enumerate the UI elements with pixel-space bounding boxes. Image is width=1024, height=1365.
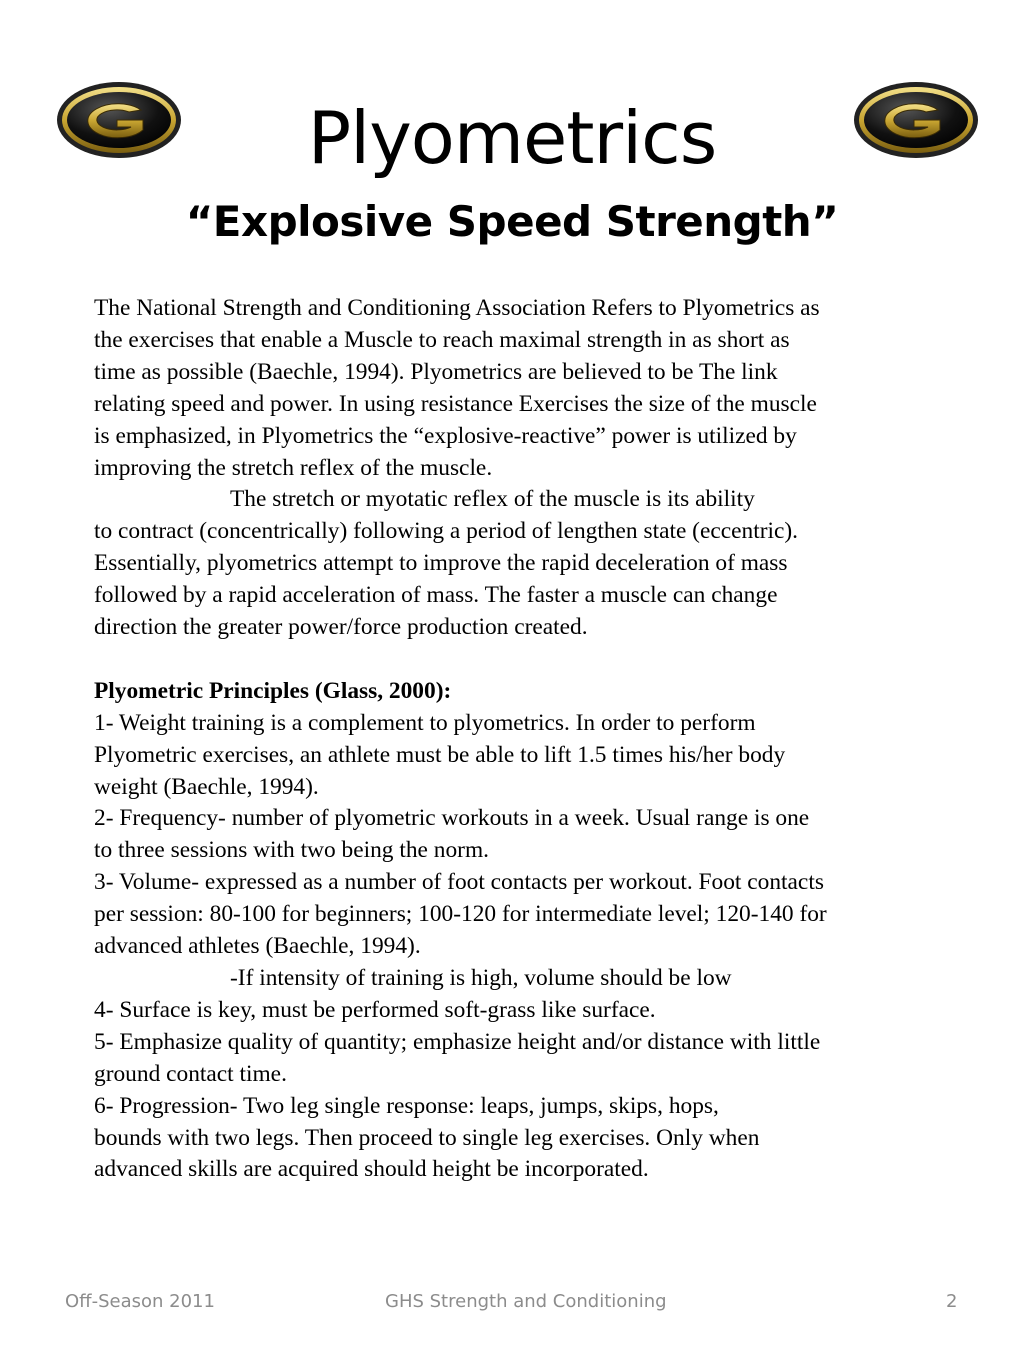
text-line: to contract (concentrically) following a period of lengthen state (eccentric). [94, 518, 799, 545]
page-title: Plyometrics [307, 96, 717, 180]
text-line: 1- Weight training is a complement to plyometrics. In order to perform [94, 709, 756, 736]
text-line: the exercises that enable a Muscle to reach maximal strength in as short as [94, 326, 790, 353]
text-line: to three sessions with two being the norm. [94, 837, 489, 864]
text-line: direction the greater power/force production created. [94, 614, 588, 641]
text-line: ground contact time. [94, 1060, 287, 1087]
text-line: per session: 80-100 for beginners; 100-120 for intermediate level; 120-140 for [94, 901, 827, 928]
intro-paragraph [94, 293, 944, 484]
text-line: weight (Baechle, 1994). [94, 773, 319, 800]
text-line: -If intensity of training is high, volume should be low [230, 965, 732, 992]
text-line: Essentially, plyometrics attempt to improve the rapid deceleration of mass [94, 550, 788, 577]
text-line: 6- Progression- Two leg single response: leaps, jumps, skips, hops, [94, 1092, 719, 1119]
principle-4: 4- Surface is key, must be performed soft-grass like surface. [94, 996, 656, 1023]
footer-program: GHS Strength and Conditioning [385, 1291, 667, 1312]
text-line: Plyometric exercises, an athlete must be able to lift 1.5 times his/her body [94, 741, 786, 768]
text-line: The stretch or myotatic reflex of the muscle is its ability [230, 486, 755, 513]
text-line: followed by a rapid acceleration of mass. The faster a muscle can change [94, 582, 778, 609]
reflex-paragraph [94, 484, 944, 644]
principle-2 [94, 803, 944, 867]
text-line: advanced skills are acquired should height be incorporated. [94, 1156, 649, 1183]
principle-3 [94, 867, 944, 995]
text-line: relating speed and power. In using resistance Exercises the size of the muscle [94, 390, 817, 417]
footer-season: Off-Season 2011 [65, 1291, 215, 1312]
text-line: time as possible (Baechle, 1994). Plyometrics are believed to be The link [94, 358, 778, 385]
text-line: improving the stretch reflex of the muscle. [94, 454, 493, 481]
principle-5 [94, 1027, 944, 1091]
page-number: 2 [946, 1291, 958, 1312]
text-line: is emphasized, in Plyometrics the “explosive-reactive” power is utilized by [94, 422, 797, 449]
principle-6 [94, 1091, 944, 1187]
text-line: 2- Frequency- number of plyometric workouts in a week. Usual range is one [94, 805, 810, 832]
text-line: 5- Emphasize quality of quantity; emphasize height and/or distance with little [94, 1028, 821, 1055]
body-text [94, 293, 944, 1186]
text-line: bounds with two legs. Then proceed to single leg exercises. Only when [94, 1124, 760, 1151]
text-line: advanced athletes (Baechle, 1994). [94, 933, 421, 960]
paragraph-gap [94, 644, 944, 676]
text-line: 3- Volume- expressed as a number of foot contacts per workout. Foot contacts [94, 869, 824, 896]
principles-heading: Plyometric Principles (Glass, 2000): [94, 677, 452, 704]
page-subtitle: “Explosive Speed Strength” [185, 197, 839, 246]
text-line: The National Strength and Conditioning Association Refers to Plyometrics as [94, 295, 820, 321]
principle-1 [94, 708, 944, 804]
